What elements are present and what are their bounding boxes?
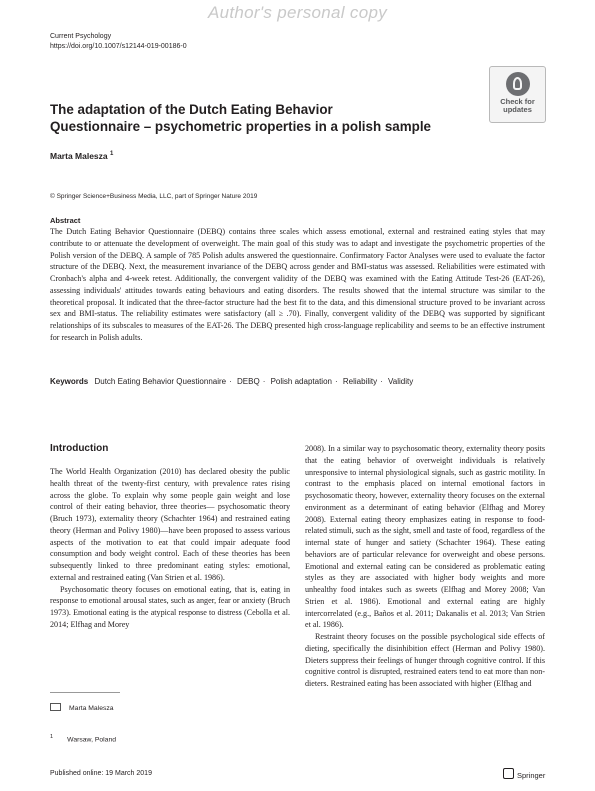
- publisher-name: Springer: [517, 771, 546, 780]
- left-column: [50, 466, 290, 631]
- journal-header: [50, 32, 187, 52]
- publisher-logo: [503, 768, 545, 780]
- watermark: Author's personal copy: [208, 3, 387, 22]
- affiliation-text: Warsaw, Poland: [67, 736, 117, 744]
- introduction-heading: Introduction: [50, 443, 109, 454]
- title-line-2: Questionnaire – psychometric properties in a polish sample: [50, 119, 431, 134]
- journal-name: Current Psychology: [50, 33, 112, 40]
- article-title: [50, 101, 470, 135]
- keyword: Dutch Eating Behavior Questionnaire: [94, 377, 227, 386]
- check-for-updates-badge[interactable]: [489, 66, 546, 123]
- abstract-heading: Abstract: [50, 216, 81, 225]
- badge-line1: Check for: [500, 97, 535, 106]
- intro-paragraph-4: Restraint theory focuses on the possible psychological side effects of dieting, specifically the disinhibition effect (Herman and Polivy 1980). Dieters suppress their feelings of hunger through cognitive control. If this cognitive control is disrupted, restrained eaters tend to eat more than non-dieters. Restrained eating has been associated with higher (Elfhag and: [305, 632, 545, 688]
- keyword: Validity: [388, 377, 414, 386]
- keyword: Reliability: [342, 377, 378, 386]
- affiliation-mark: 1: [50, 734, 54, 740]
- footnote-divider: [50, 692, 120, 693]
- right-column: [305, 443, 545, 690]
- copyright-line: © Springer Science+Business Media, LLC, part of Springer Nature 2019: [50, 193, 258, 200]
- intro-paragraph-2: Psychosomatic theory focuses on emotional eating, that is, eating in response to emotional arousal states, such as anger, fear or anxiety (Bruch 1973). Emotional eating is the atypical response to distress (Cebolla et al. 2014; Elfhag and Morey: [50, 584, 290, 629]
- keyword: Polish adaptation: [270, 377, 332, 386]
- envelope-icon[interactable]: [50, 703, 61, 711]
- badge-line2: updates: [503, 105, 532, 114]
- intro-paragraph-3: 2008). In a similar way to psychosomatic theory, externality theory posits that the eating behavior of overweight individuals is relatively unresponsive to internal physiological signals, such as gastric motility. In contrast to the emphasis placed on internal emotional factors in psychosomatic theory, however, externality theory focuses on the external environment as a determinant of eating behavior (Elfhag and Morey 2008). External eating theory emphasizes eating in response to food-related stimuli, such as the sight, smell and taste of food, regardless of the internal state of hunger and satiety (Schachter 1964). These eating behaviors are of particular relevance for overweight and obese persons. Emotional and external eating can be considered as problematic eating styles as they are associated with higher body weights and more unhealthy food intakes such as sweets (Elfhag and Morey 2008; Van Strien et al. 1986). Emotional and external eating are highly intercorrelated (e.g., Baños et al. 2011; Dakanalis et al. 2013; Van Strien et al. 1986).: [305, 444, 545, 630]
- keyword: DEBQ: [237, 377, 260, 386]
- author: [50, 151, 113, 161]
- bookmark-icon: [506, 72, 530, 96]
- published-date: Published online: 19 March 2019: [50, 770, 152, 777]
- keywords-label: Keywords: [50, 377, 89, 386]
- contact-footnote: [50, 703, 114, 712]
- author-affil-mark[interactable]: 1: [110, 151, 114, 158]
- title-line-1: The adaptation of the Dutch Eating Behavior: [50, 102, 333, 117]
- keywords: Keywords Dutch Eating Behavior Questionnaire · DEBQ · Polish adaptation · Reliability · Validity: [50, 377, 414, 386]
- doi-link[interactable]: https://doi.org/10.1007/s12144-019-00186-0: [50, 43, 187, 50]
- author-name: Marta Malesza: [50, 151, 108, 161]
- abstract-text: The Dutch Eating Behavior Questionnaire (DEBQ) contains three scales which assess emotional, external and restrained eating styles that may contribute to or attenuate the development of overweight. The main goal of this study was to adapt and investigate the psychometric properties of the Polish version of the DEBQ. A sample of 785 Polish adults answered the questionnaire. Confirmatory Factor Analyses were used to evaluate the factor structure of the DEBQ. Next, the measurement invariance of the DEBQ across gender and BMI-status was assessed. Reliabilities were estimated with Cronbach's alpha and 4-week retest. Additionally, the convergent validity of the DEBQ was examined with the Eating Attitude Test-26 (EAT-26), assessing individuals' attitudes towards eating behaviours and eating disorders. The results showed that the internal structure was similar to the theoretical proposal. It indicated that the three-factor structure had the best fit to the data, and this dimensional structure proved to be invariant across sex and BMI-status. The reliability estimates were satisfactory (all ≥ .70). Finally, convergent validity of the DEBQ was supported by significant relationships of its subscales to measures of the EAT-26. The DEBQ presented high cross-language replicability and seems to be an effective instrument for research in Polish adults.: [50, 227, 545, 342]
- contact-name: Marta Malesza: [69, 705, 114, 712]
- intro-paragraph-1: The World Health Organization (2010) has declared obesity the public health threat of the twenty-first century, with prevalence rates rising across the globe. To explain why some people gain weight and lose control of their eating behavior, three theories— psychosomatic theory (Bruch 1973), externality theory (Schachter 1964) and restrained eating theory (Herman and Polivy 1980)—have been proposed to assess various aspects of the motivation to eat that could impair adequate food consumption and body weight control. Each of these theories has been subsequently linked to three predominant eating styles: emotional, external and restrained eating (Van Strien et al. 1986).: [50, 467, 290, 582]
- affiliation-footnote: [50, 734, 116, 743]
- springer-horse-icon: [503, 768, 514, 779]
